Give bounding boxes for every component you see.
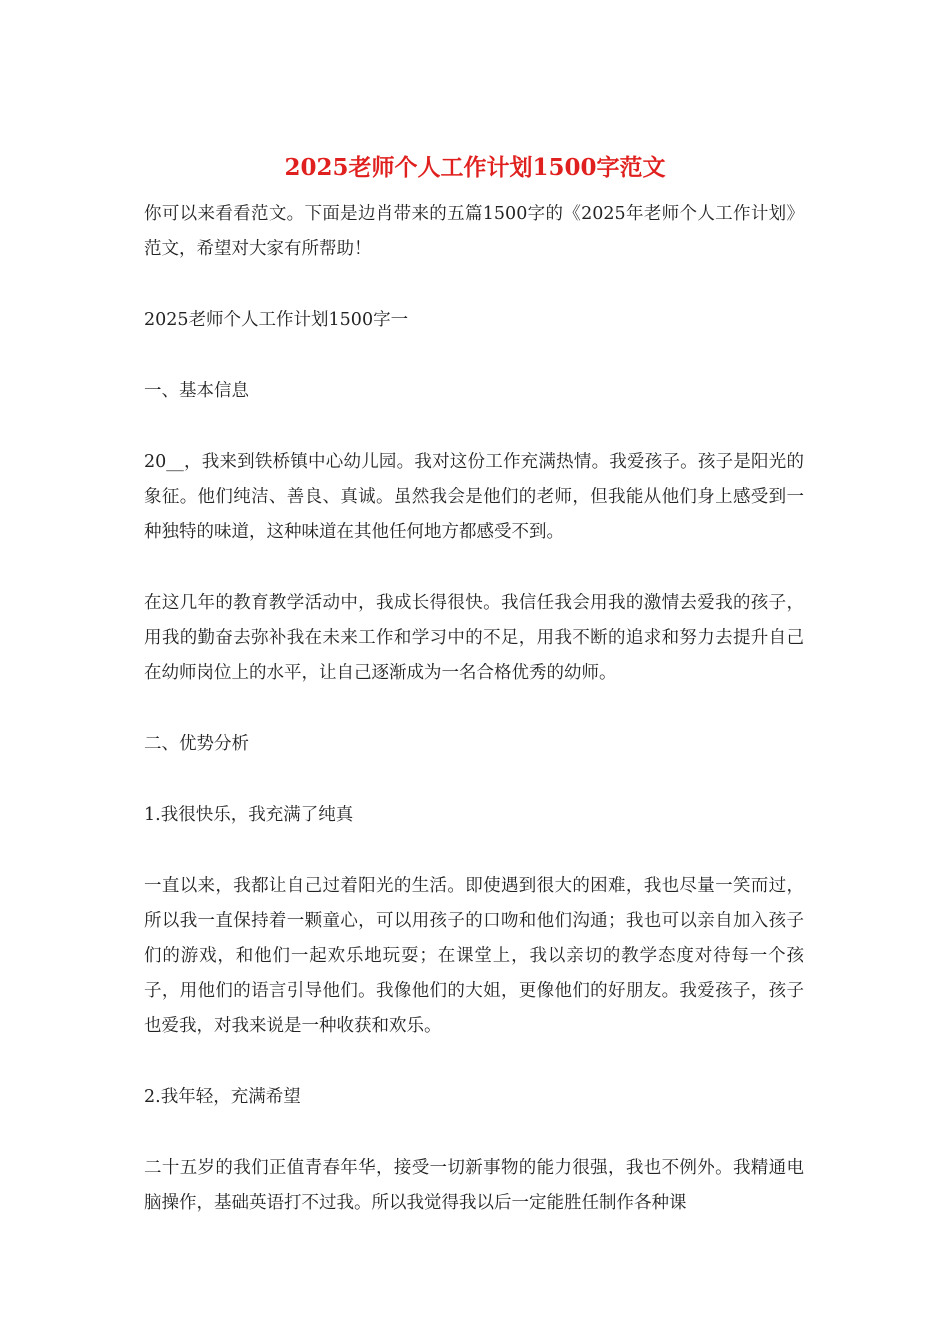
intro-paragraph: 你可以来看看范文。下面是边肖带来的五篇1500字的《2025年老师个人工作计划》范文，希望对大家有所帮助！: [144, 204, 804, 259]
subheading-young: 2.我年轻，充满希望: [144, 1087, 301, 1107]
document-title: 2025老师个人工作计划1500字范文: [284, 154, 666, 181]
section-heading-advantages: 二、优势分析: [144, 734, 249, 754]
subheading-happy: 1.我很快乐，我充满了纯真: [144, 805, 354, 825]
paragraph-growth: 在这几年的教育教学活动中，我成长得很快。我信任我会用我的激情去爱我的孩子，用我的勤奋去弥补我在未来工作和学习中的不足，用我不断的追求和努力去提升自己在幼师岗位上的水平，让自己逐渐成为一名合格优秀的幼师。: [144, 593, 804, 683]
section-heading-basic-info: 一、基本信息: [144, 381, 249, 401]
paragraph-happy: 一直以来，我都让自己过着阳光的生活。即使遇到很大的困难，我也尽量一笑而过，所以我一直保持着一颗童心，可以用孩子的口吻和他们沟通；我也可以亲自加入孩子们的游戏，和他们一起欢乐地玩耍；在课堂上，我以亲切的教学态度对待每一个孩子，用他们的语言引导他们。我像他们的大姐，更像他们的好朋友。我爱孩子，孩子也爱我，对我来说是一种收获和欢乐。: [144, 876, 804, 1036]
paragraph-young: 二十五岁的我们正值青春年华，接受一切新事物的能力很强，我也不例外。我精通电脑操作，基础英语打不过我。所以我觉得我以后一定能胜任制作各种课: [144, 1158, 804, 1213]
section-heading-plan-one: 2025老师个人工作计划1500字一: [144, 310, 409, 330]
document-body: [144, 197, 804, 1257]
paragraph-basic-info: 20__，我来到铁桥镇中心幼儿园。我对这份工作充满热情。我爱孩子。孩子是阳光的象征。他们纯洁、善良、真诚。虽然我会是他们的老师，但我能从他们身上感受到一种独特的味道，这种味道在其他任何地方都感受不到。: [144, 452, 804, 542]
